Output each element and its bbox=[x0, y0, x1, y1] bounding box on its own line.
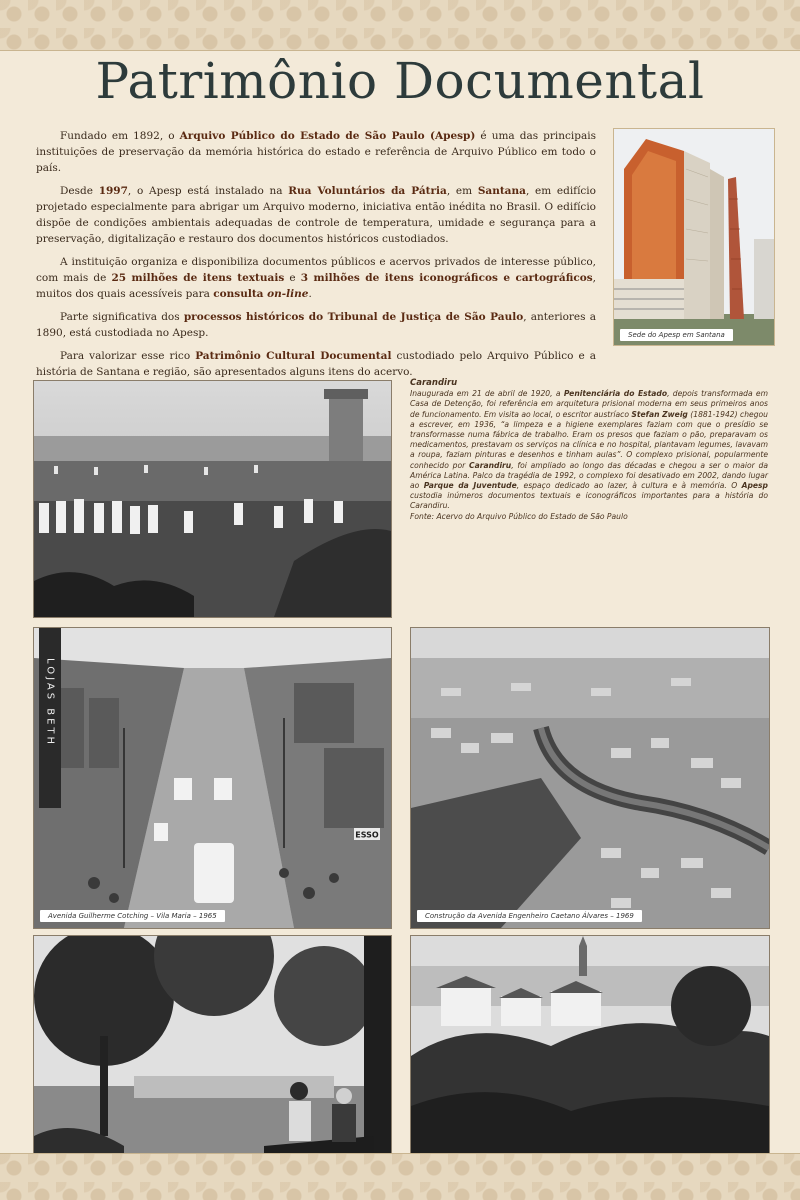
tucuruvi-photo bbox=[410, 935, 770, 1177]
avenida-guilherme-caption: Avenida Guilherme Cotching – Vila Maria – 1965 bbox=[40, 910, 225, 922]
construcao-avenida-photo bbox=[410, 627, 770, 929]
carandiru-heading: Carandiru bbox=[410, 378, 458, 388]
carandiru-photo bbox=[33, 380, 392, 618]
carandiru-body: Inaugurada em 21 de abril de 1920, a Penitenciária do Estado, depois transformada em Casa de Detenção, foi referência em arquitetura prisional moderna em seus primeiros anos de funcionamento. Em visita ao local, o escritor austríaco Stefan Zweig (1881-1942) chegou a escrever, em 1936, “a limpeza e a higiene exemplares faziam com que o presídio se transformasse numa fábrica de trabalho. Eram os presos que faziam o pão, preparavam os medicamentos, prestavam os serviços na clínica e no hospital, plantavam legumes, lavavam a roupa, faziam pinturas e desenhos e tinham aulas”. O complexo prisional, popularmente conhecido por Carandiru, foi ampliado ao longo das décadas e chegou a ser o maior da América Latina. Palco da tragédia de 1992, o complexo foi desativado em 2002, dando lugar ao Parque da Juventude, espaço dedicado ao lazer, à cultura e à memória. O Apesp custodia inúmeros documentos textuais e iconográficos importantes para a história do Carandiru. bbox=[410, 389, 769, 511]
intro-paragraph-2: Desde 1997, o Apesp está instalado na Rua Voluntários da Pátria, em Santana, em edifício projetado especialmente para abrigar um Arquivo moderno, iniciativa então inédita no Brasil. O edifício dispõe de condições ambientais adequadas de controle de temperatura, umidade e segurança para a preservação, digitalização e restauro dos documentos históricos custodiados. bbox=[36, 185, 596, 245]
intro-paragraph-4: Parte significativa dos processos históricos do Tribunal de Justiça de São Paulo, anteriores a 1890, está custodiada no Apesp. bbox=[36, 311, 596, 339]
intro-paragraph-5: Para valorizar esse rico Patrimônio Cultural Documental custodiado pelo Arquivo Público e a história de Santana e região, são apresentados alguns itens do acervo. bbox=[36, 350, 596, 378]
top-ornament-band bbox=[0, 0, 800, 51]
apesp-photo-caption: Sede do Apesp em Santana bbox=[620, 329, 733, 341]
intro-paragraph-3: A instituição organiza e disponibiliza documentos públicos e acervos privados de interesse público, com mais de 25 milhões de itens textuais e 3 milhões de itens iconográficos e cartográficos, muitos dos quais acessíveis para consulta on-line. bbox=[36, 256, 597, 300]
construcao-avenida-caption: Construção da Avenida Engenheiro Caetano Álvares – 1969 bbox=[417, 910, 642, 922]
carandiru-text bbox=[410, 378, 768, 522]
page-title: Patrimônio Documental bbox=[95, 52, 705, 110]
bottom-ornament-band bbox=[0, 1153, 800, 1200]
esso-sign: ESSO bbox=[355, 830, 379, 840]
avenida-guilherme-photo bbox=[33, 627, 392, 929]
intro-text bbox=[36, 128, 596, 387]
store-sign: LOJAS BETH bbox=[44, 658, 56, 748]
carandiru-source: Fonte: Acervo do Arquivo Público do Estado de São Paulo bbox=[410, 511, 628, 521]
praca-centenario-photo bbox=[33, 935, 392, 1177]
apesp-building-photo bbox=[613, 128, 775, 346]
intro-paragraph-1: Fundado em 1892, o Arquivo Público do Estado de São Paulo (Apesp) é uma das principais instituições de preservação da memória histórica do estado e referência de Arquivo Público em todo o país. bbox=[36, 130, 596, 174]
